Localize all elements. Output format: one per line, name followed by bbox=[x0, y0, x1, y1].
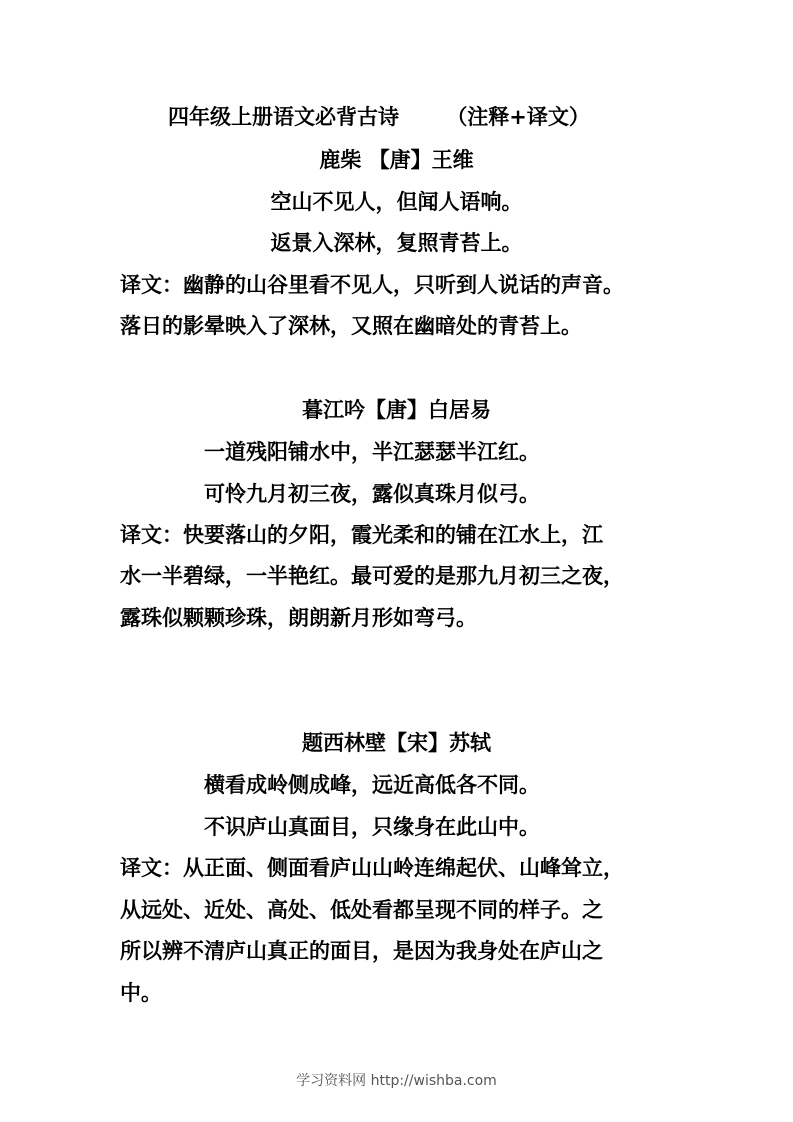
translation-line: 译文：快要落山的夕阳，霞光柔和的铺在江水上，江 bbox=[120, 523, 603, 547]
translation-line: 从远处、近处、高处、低处看都呈现不同的样子。之 bbox=[120, 898, 603, 922]
translation-line: 所以辨不清庐山真正的面目，是因为我身处在庐山之 bbox=[120, 939, 603, 963]
translation-line: 落日的影晕映入了深林，又照在幽暗处的青苔上。 bbox=[120, 314, 582, 338]
poem-heading: 暮江吟【唐】白居易 bbox=[302, 398, 491, 422]
translation-line: 水一半碧绿，一半艳红。最可爱的是那九月初三之夜， bbox=[120, 564, 624, 588]
poem-line: 横看成岭侧成峰，远近高低各不同。 bbox=[204, 773, 540, 797]
poem-line: 返景入深林，复照青苔上。 bbox=[270, 231, 523, 255]
poem-line: 一道残阳铺水中，半江瑟瑟半江红。 bbox=[204, 440, 540, 464]
translation-line: 译文：从正面、侧面看庐山山岭连绵起伏、山峰耸立， bbox=[120, 856, 624, 880]
footer-watermark: 学习资料网 http://wishba.com bbox=[296, 1073, 497, 1089]
title-note: （注释+译文） bbox=[446, 105, 590, 129]
page-title bbox=[168, 102, 590, 132]
poem-heading: 题西林壁【宋】苏轼 bbox=[302, 731, 491, 755]
title-text: 四年级上册语文必背古诗 bbox=[168, 105, 399, 129]
poem-heading: 鹿柴 【唐】王维 bbox=[319, 148, 474, 172]
poem-line: 可怜九月初三夜，露似真珠月似弓。 bbox=[204, 482, 540, 506]
translation-line: 中。 bbox=[120, 981, 162, 1005]
translation-line: 露珠似颗颗珍珠，朗朗新月形如弯弓。 bbox=[120, 606, 477, 630]
poem-line: 空山不见人，但闻人语响。 bbox=[270, 190, 523, 214]
poem-line: 不识庐山真面目，只缘身在此山中。 bbox=[204, 815, 540, 839]
translation-line: 译文：幽静的山谷里看不见人，只听到人说话的声音。 bbox=[120, 273, 624, 297]
